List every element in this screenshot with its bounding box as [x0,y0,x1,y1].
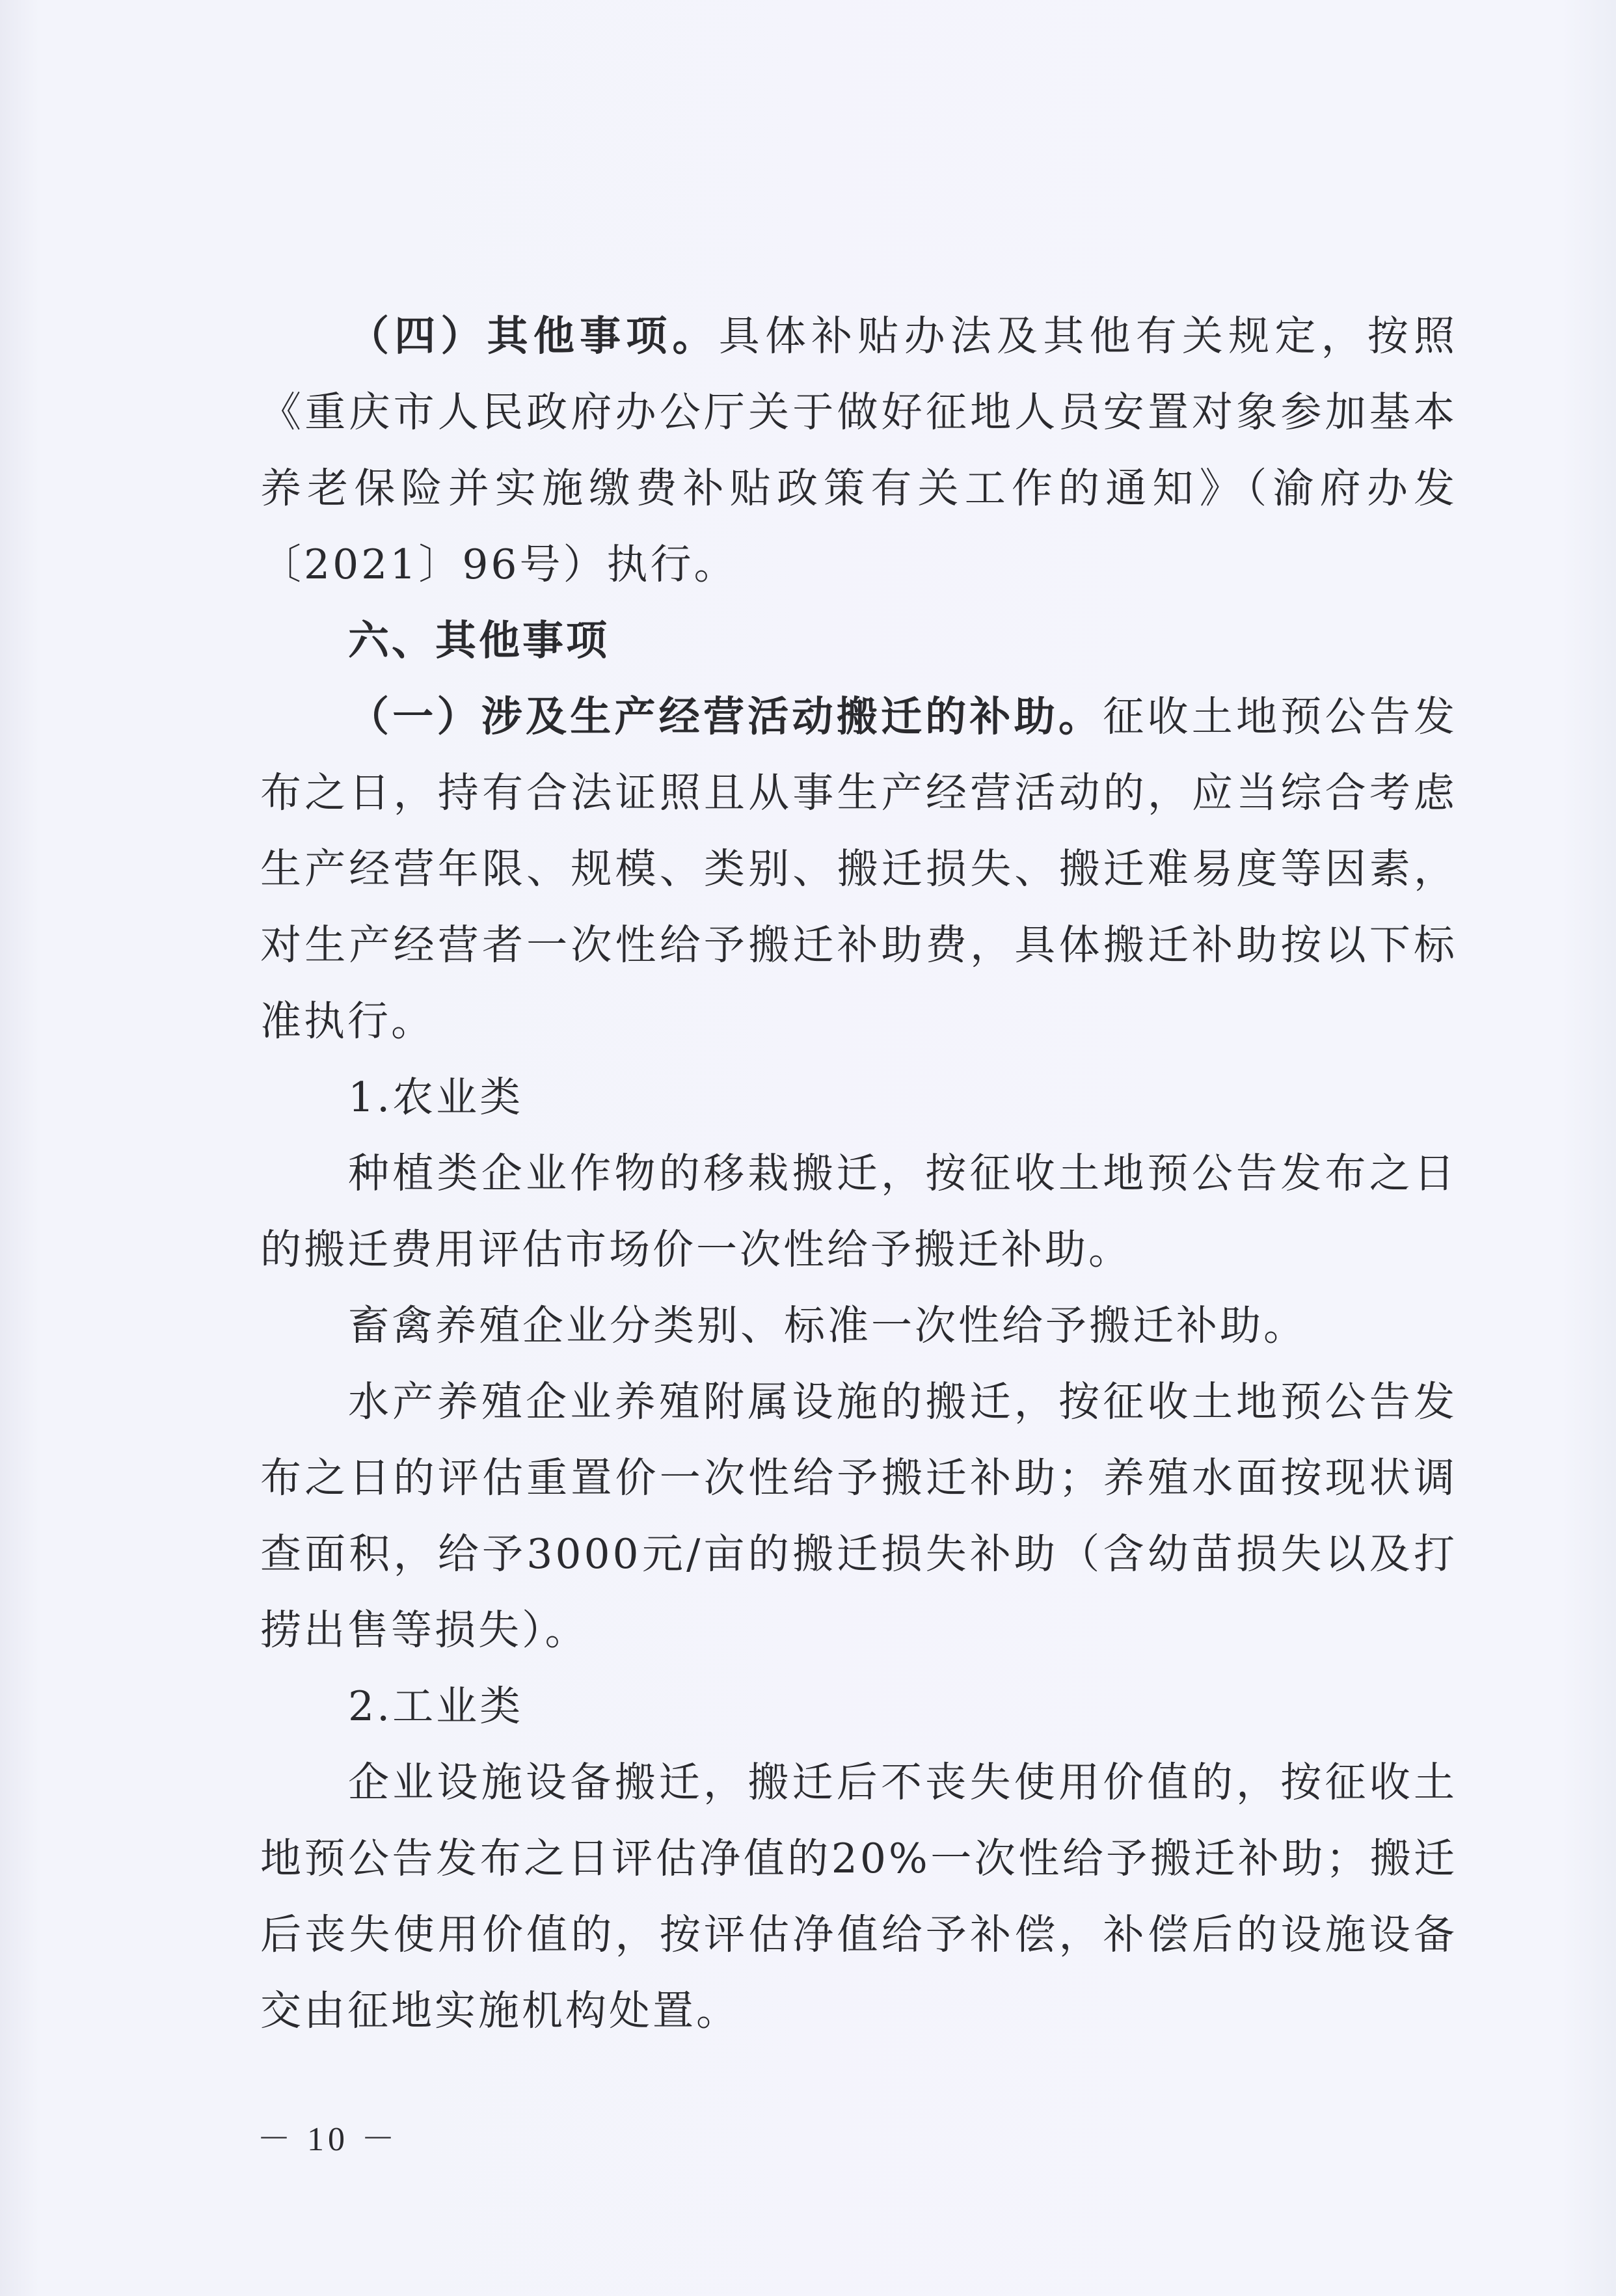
paragraph-equipment: 企业设施设备搬迁，搬迁后不丧失使用价值的，按征收土地预公告发布之日评估净值的20%一次性给予搬迁补助；搬迁后丧失使用价值的，按评估净值给予补偿，补偿后的设施设备交由征地实施机构处置。 [260,1759,1457,2034]
paragraph-lead: （一）涉及生产经营活动搬迁的补助。 [348,693,1103,740]
paragraph-lead: （四）其他事项。 [348,312,719,360]
section-heading-6: 六、其他事项 [348,617,610,664]
subheading-agriculture: 1.农业类 [348,1074,524,1121]
paragraph-planting: 种植类企业作物的移栽搬迁，按征收土地预公告发布之日的搬迁费用评估市场价一次性给予搬迁补助。 [260,1150,1457,1273]
paragraph-aquaculture: 水产养殖企业养殖附属设施的搬迁，按征收土地预公告发布之日的评估重置价一次性给予搬迁补助；养殖水面按现状调查面积，给予3000元/亩的搬迁损失补助（含幼苗损失以及打捞出售等损失）。 [260,1378,1457,1654]
paragraph-livestock: 畜禽养殖企业分类别、标准一次性给予搬迁补助。 [348,1302,1307,1349]
subheading-industry: 2.工业类 [348,1682,524,1730]
paragraph-text: 征收土地预公告发布之日，持有合法证照且从事生产经营活动的，应当综合考虑生产经营年限、规模、类别、搬迁损失、搬迁难易度等因素，对生产经营者一次性给予搬迁补助费，具体搬迁补助按以下标准执行。 [260,693,1457,1045]
paragraph-relocation-subsidy [260,679,1457,1059]
paragraph-text: 具体补贴办法及其他有关规定，按照《重庆市人民政府办公厅关于做好征地人员安置对象参加基本养老保险并实施缴费补贴政策有关工作的通知》（渝府办发〔2021〕96号）执行。 [260,312,1458,588]
document-body [260,298,1457,2049]
paragraph-other-matters-4 [260,298,1457,602]
page-number: － 10 － [257,2121,399,2158]
